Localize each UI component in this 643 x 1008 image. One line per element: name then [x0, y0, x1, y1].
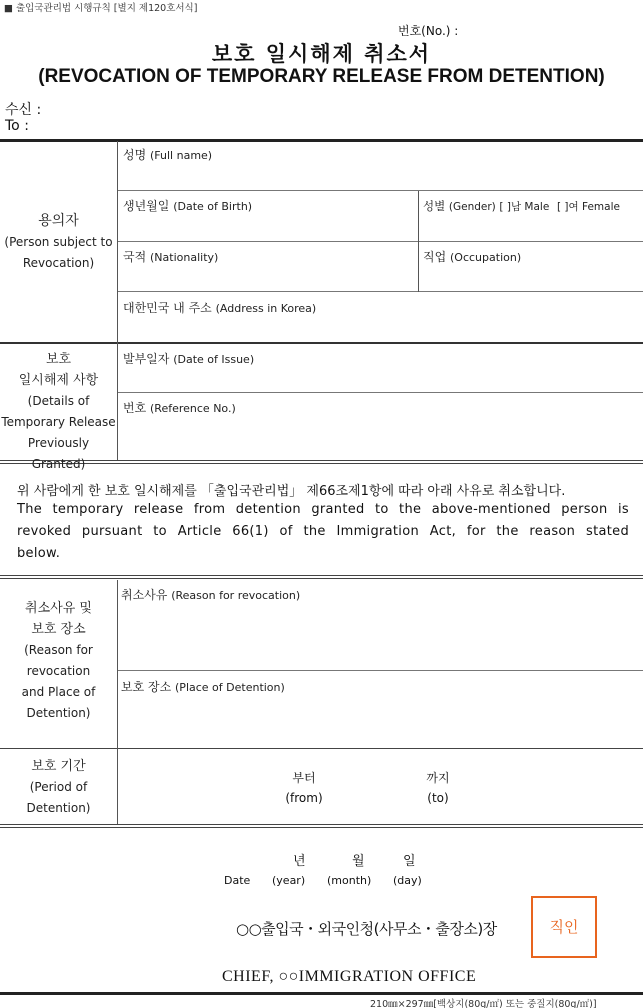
- issuing-office-en: CHIEF, ○○IMMIGRATION OFFICE: [222, 968, 477, 985]
- row-divider: [118, 670, 643, 671]
- address-en: (Address in Korea): [215, 302, 317, 315]
- address-ko: 대한민국 내 주소: [123, 301, 212, 315]
- revocation-reason-field: [121, 586, 300, 603]
- issue-date-en: (Date of Issue): [173, 353, 255, 366]
- dob-ko: 생년월일: [123, 199, 170, 213]
- release-section-label: [0, 349, 117, 475]
- full-name-en: (Full name): [150, 149, 213, 162]
- address-field: [123, 299, 316, 316]
- statement-en-3: below.: [17, 546, 61, 561]
- subject-en-2: Revocation): [22, 256, 95, 270]
- period-en-2: Detention): [26, 801, 91, 815]
- dob-field: [123, 197, 252, 214]
- release-en-1: (Details of: [27, 394, 90, 408]
- subject-en-1: (Person subject to: [4, 235, 113, 249]
- statement-en-2: revoked pursuant to Article 66(1) of the Immigration Act, for the reason stated: [17, 524, 629, 539]
- period-en-1: (Period of: [29, 780, 88, 794]
- period-from-ko: 부터: [292, 771, 316, 785]
- detention-place-en: (Place of Detention): [175, 681, 285, 694]
- subject-section-label: [0, 211, 117, 274]
- dob-en: (Date of Birth): [173, 200, 253, 213]
- release-en-2: Temporary Release: [1, 415, 116, 429]
- date-day-en: (day): [393, 874, 422, 887]
- period-to: [410, 768, 466, 808]
- statement-en-1: The temporary release from detention granted to the above-mentioned person is: [17, 502, 629, 517]
- date-year-ko: 년: [293, 854, 306, 869]
- period-to-ko: 까지: [426, 771, 450, 785]
- release-ko-2: 일시해제 사항: [18, 373, 99, 388]
- reason-en-2: revocation: [26, 664, 91, 678]
- nationality-ko: 국적: [123, 250, 147, 264]
- official-seal-box: [531, 896, 597, 958]
- full-name-ko: 성명: [123, 148, 147, 162]
- gender-en: (Gender): [448, 201, 496, 213]
- date-year-en: (year): [272, 874, 306, 887]
- title-english: (REVOCATION OF TEMPORARY RELEASE FROM DETENTION): [38, 66, 605, 87]
- period-from: [276, 768, 332, 808]
- subject-ko: 용의자: [38, 213, 79, 229]
- revocation-reason-en: (Reason for revocation): [171, 589, 301, 602]
- nationality-field: [123, 248, 218, 265]
- reference-no-field: [123, 399, 236, 416]
- date-day-ko: 일: [403, 854, 416, 869]
- section-divider: [0, 748, 643, 749]
- occupation-ko: 직업: [423, 250, 447, 264]
- section-double-divider: [0, 575, 643, 579]
- column-divider: [117, 141, 118, 460]
- row-divider: [118, 190, 643, 191]
- gender-male-checkbox[interactable]: [ ]남 Male: [499, 201, 550, 213]
- release-en-3: Previously Granted): [27, 436, 90, 471]
- detention-place-field: [121, 678, 285, 695]
- reason-en-3: and Place of: [21, 685, 96, 699]
- row-divider: [118, 241, 643, 242]
- reason-ko-1: 취소사유 및: [25, 601, 92, 616]
- reference-no-en: (Reference No.): [150, 402, 236, 415]
- detention-place-ko: 보호 장소: [121, 680, 172, 694]
- page-bottom-border: [0, 992, 643, 995]
- row-divider: [118, 291, 643, 292]
- column-divider: [418, 191, 419, 292]
- reason-section-label: [0, 598, 117, 724]
- section-divider: [0, 342, 643, 344]
- revocation-reason-ko: 취소사유: [121, 588, 168, 602]
- column-divider: [117, 580, 118, 824]
- form-reference: ■ 출입국관리법 시행규칙 [별지 제120호서식]: [4, 3, 198, 14]
- date-en: Date: [224, 874, 251, 887]
- occupation-en: (Occupation): [450, 251, 522, 264]
- recipient-ko: 수신 :: [5, 102, 42, 118]
- reference-no-ko: 번호: [123, 401, 147, 415]
- occupation-field: [423, 248, 521, 265]
- period-to-en: (to): [427, 791, 449, 805]
- period-ko: 보호 기간: [31, 759, 86, 774]
- table-top-border: [0, 139, 643, 142]
- gender-field: [423, 198, 620, 214]
- paper-spec: 210㎜×297㎜[백상지(80g/㎡) 또는 중질지(80g/㎡)]: [370, 999, 597, 1008]
- title-korean: 보호 일시해제 취소서: [211, 42, 432, 66]
- reason-en-1: (Reason for: [24, 643, 93, 657]
- issuing-office-ko: ○○출입국・외국인청(사무소・출장소)장: [236, 920, 497, 938]
- gender-ko: 성별: [423, 199, 446, 213]
- official-seal-text: 직인: [549, 918, 579, 936]
- section-double-divider: [0, 824, 643, 828]
- period-section-label: [0, 756, 117, 819]
- reason-ko-2: 보호 장소: [31, 622, 86, 637]
- date-month-en: (month): [327, 874, 372, 887]
- full-name-field: [123, 146, 212, 163]
- nationality-en: (Nationality): [150, 251, 219, 264]
- document-number-label: 번호(No.) :: [398, 24, 459, 38]
- recipient-en: To :: [5, 118, 29, 134]
- period-from-en: (from): [285, 791, 323, 805]
- issue-date-field: [123, 350, 254, 367]
- statement-ko: 위 사람에게 한 보호 일시해제를 「출입국관리법」 제66조제1항에 따라 아래 사유로 취소합니다.: [17, 484, 566, 499]
- row-divider: [118, 392, 643, 393]
- reason-en-4: Detention): [26, 706, 91, 720]
- date-month-ko: 월: [352, 854, 365, 869]
- issue-date-ko: 발부일자: [123, 352, 170, 366]
- gender-female-checkbox[interactable]: [ ]여 Female: [556, 201, 620, 213]
- release-ko-1: 보호: [45, 352, 72, 367]
